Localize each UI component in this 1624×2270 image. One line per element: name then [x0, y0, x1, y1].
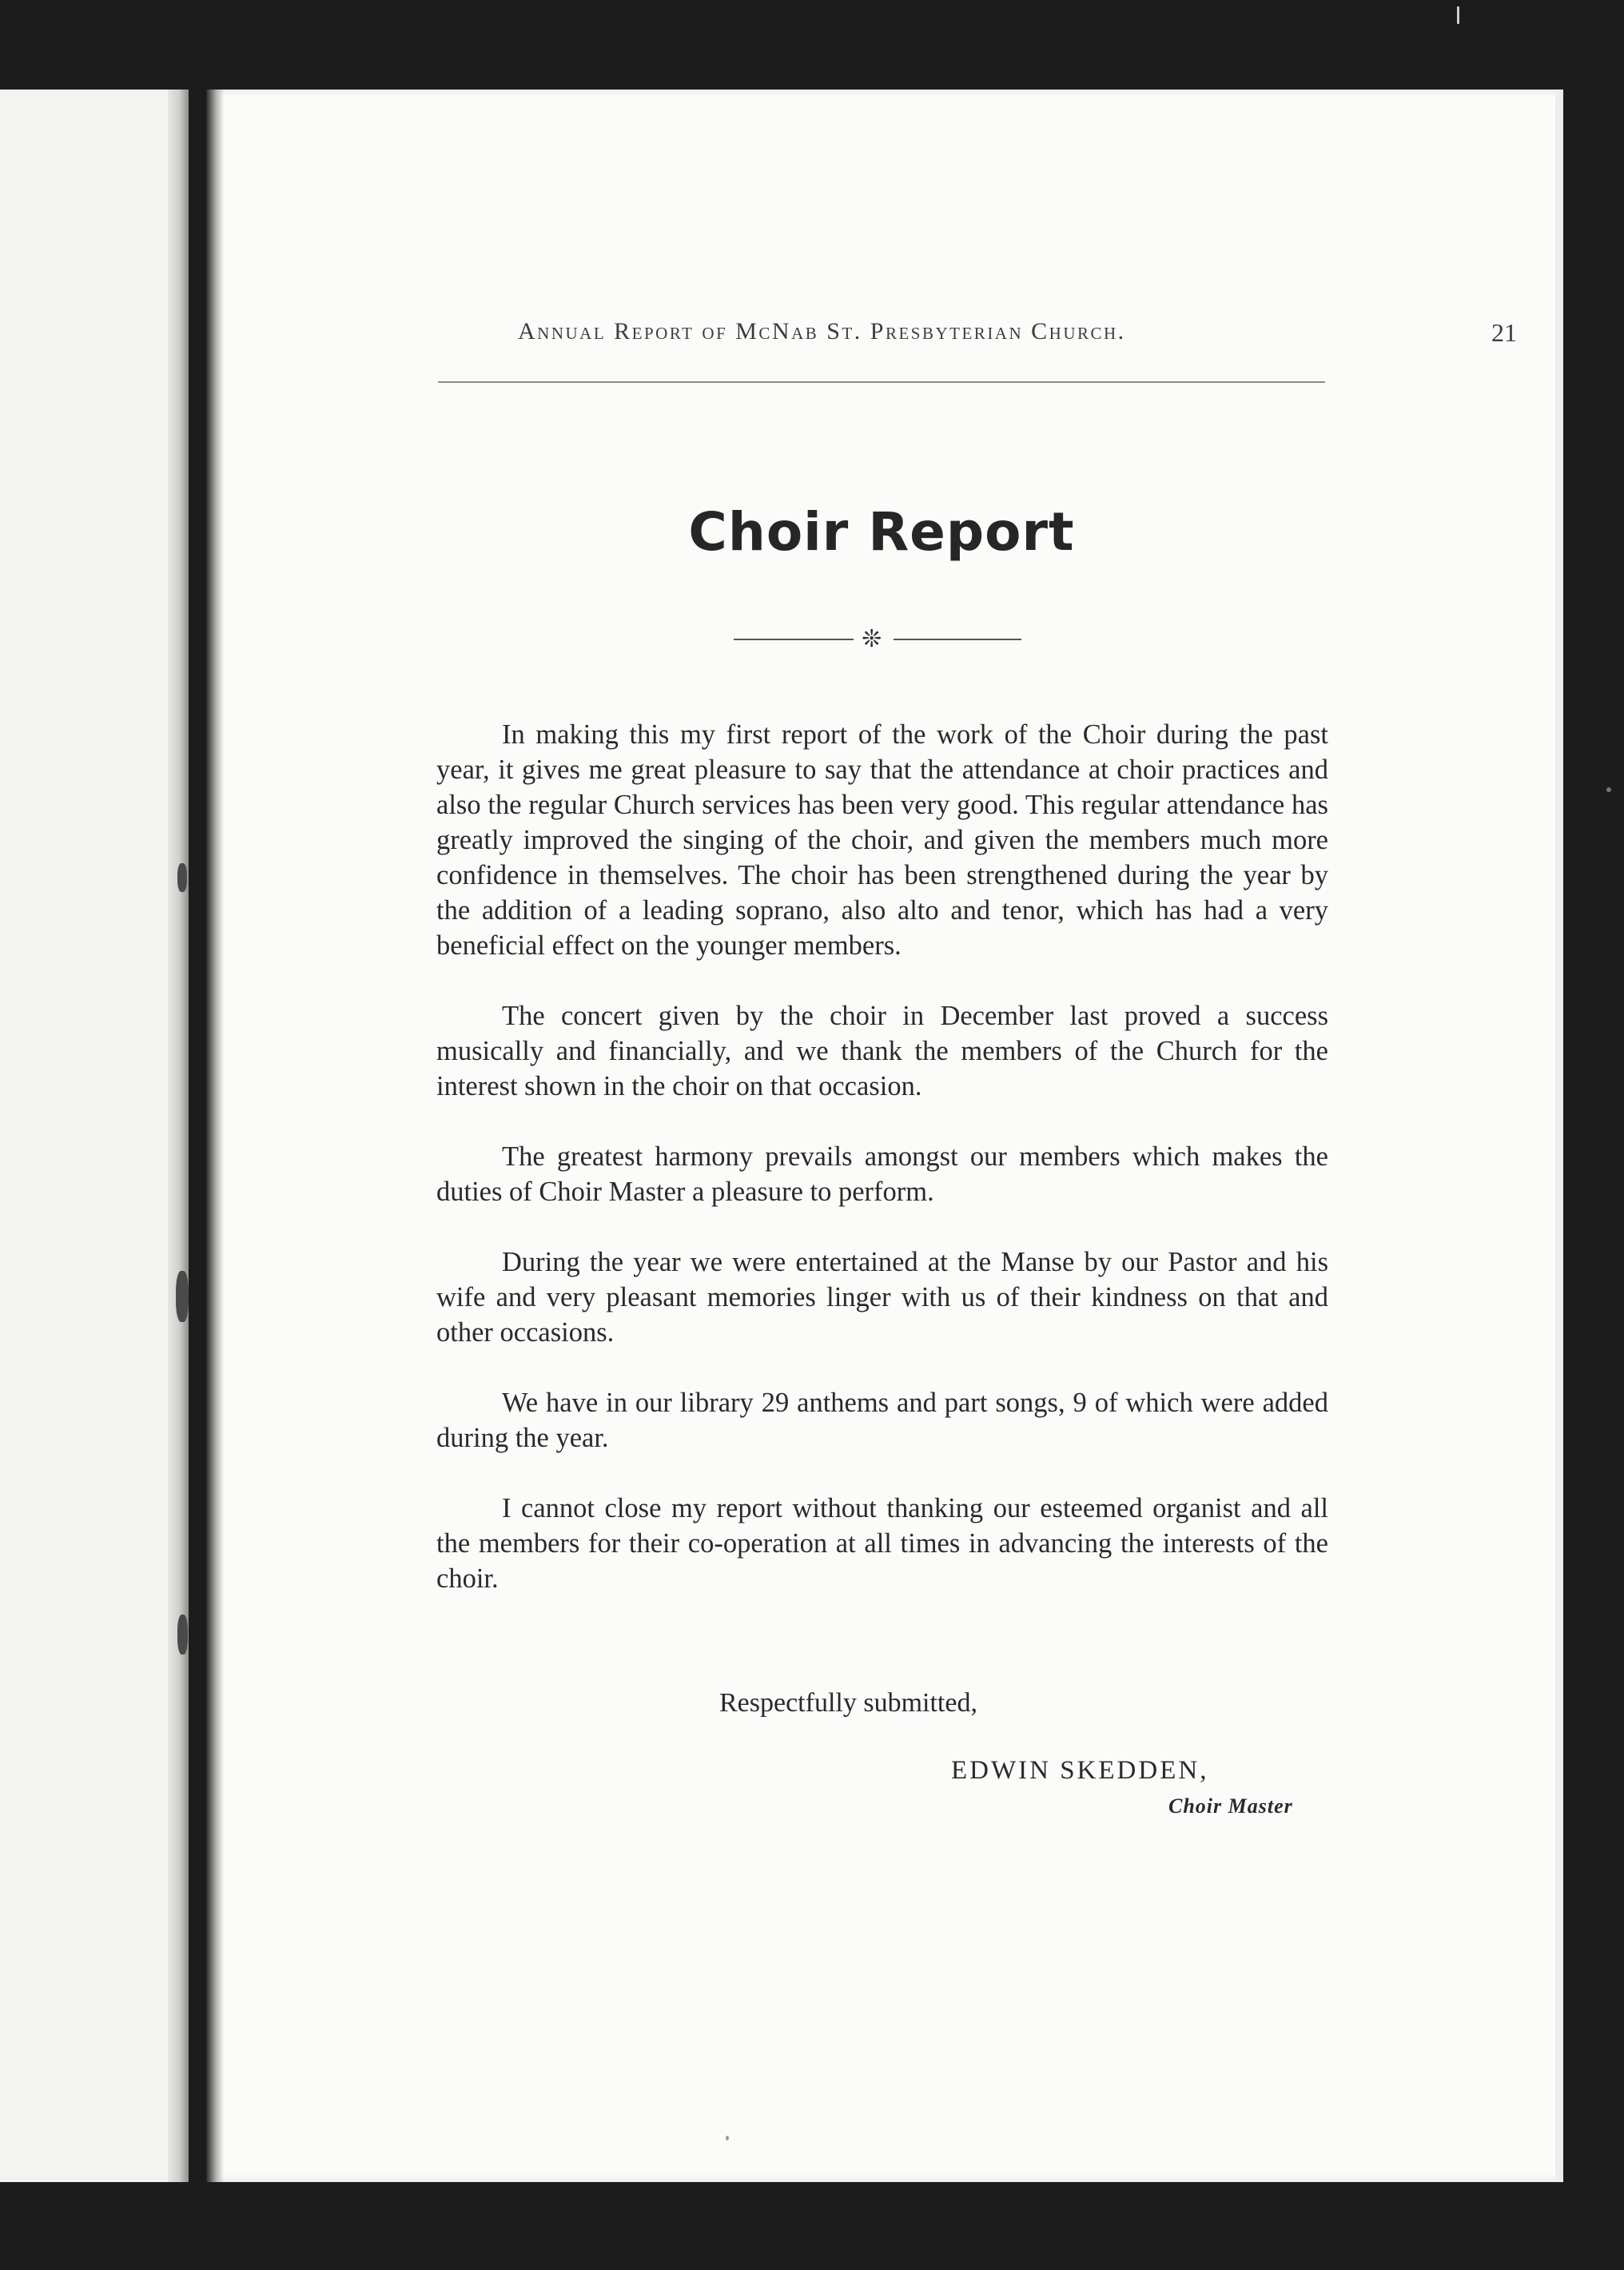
ornament-star-icon: ❊: [862, 625, 882, 653]
page-edge: [1555, 90, 1563, 2182]
page-gutter: [168, 90, 189, 2182]
ornament-line-right: [894, 639, 1021, 640]
paragraph: The greatest harmony prevails amongst our members which makes the duties of Choir Master a pleasure to perform.: [436, 1141, 1328, 1207]
paragraph: During the year we were entertained at the Manse by our Pastor and his wife and very pleasant memories linger with us of their kindness on that and other occasions.: [436, 1247, 1328, 1348]
spine-shadow: [206, 90, 224, 2182]
paragraph: In making this my first report of the work of the Choir during the past year, it gives me great pleasure to say that the attendance at choir practices and also the regular Church services has been very good. This regular attendance has greatly improved the singing of the choir, and given the members much more confidence in themselves. The choir has been strengthened during the year by the addition of a leading soprano, also alto and tenor, which has had a very beneficial effect on the younger members.: [436, 719, 1328, 961]
paragraph: The concert given by the choir in December last proved a success musically and financially, and we thank the members of the Church for the interest shown in the choir on that occasion.: [436, 1001, 1328, 1101]
page-number: 21: [1491, 318, 1517, 347]
report-body: [436, 717, 1328, 1631]
header-rule: [438, 381, 1325, 383]
ink-blot: [177, 1615, 188, 1655]
left-facing-page: [0, 90, 189, 2182]
scan-speck: [1457, 6, 1459, 24]
ornament-line-left: [734, 639, 854, 640]
title-ornament: [734, 625, 1021, 653]
running-header: [518, 318, 1517, 358]
paragraph: We have in our library 29 anthems and part songs, 9 of which were added during the year.: [436, 1388, 1328, 1453]
closing-line: Respectfully submitted,: [719, 1688, 977, 1718]
ink-blot: [177, 863, 187, 892]
signature-title: Choir Master: [1168, 1794, 1293, 1818]
document-page: [206, 90, 1563, 2182]
ink-blot: [176, 1271, 189, 1322]
paper-speck: [726, 2136, 729, 2141]
page-title: Choir Report: [688, 501, 1075, 563]
scan-speck: [1606, 787, 1611, 792]
running-header-title: Annual Report of McNab St. Presbyterian Church.: [518, 318, 1126, 344]
paragraph: I cannot close my report without thanking our esteemed organist and all the members for their co-operation at all times in advancing the interests of the choir.: [436, 1493, 1328, 1594]
signature-name: EDWIN SKEDDEN,: [951, 1756, 1209, 1785]
